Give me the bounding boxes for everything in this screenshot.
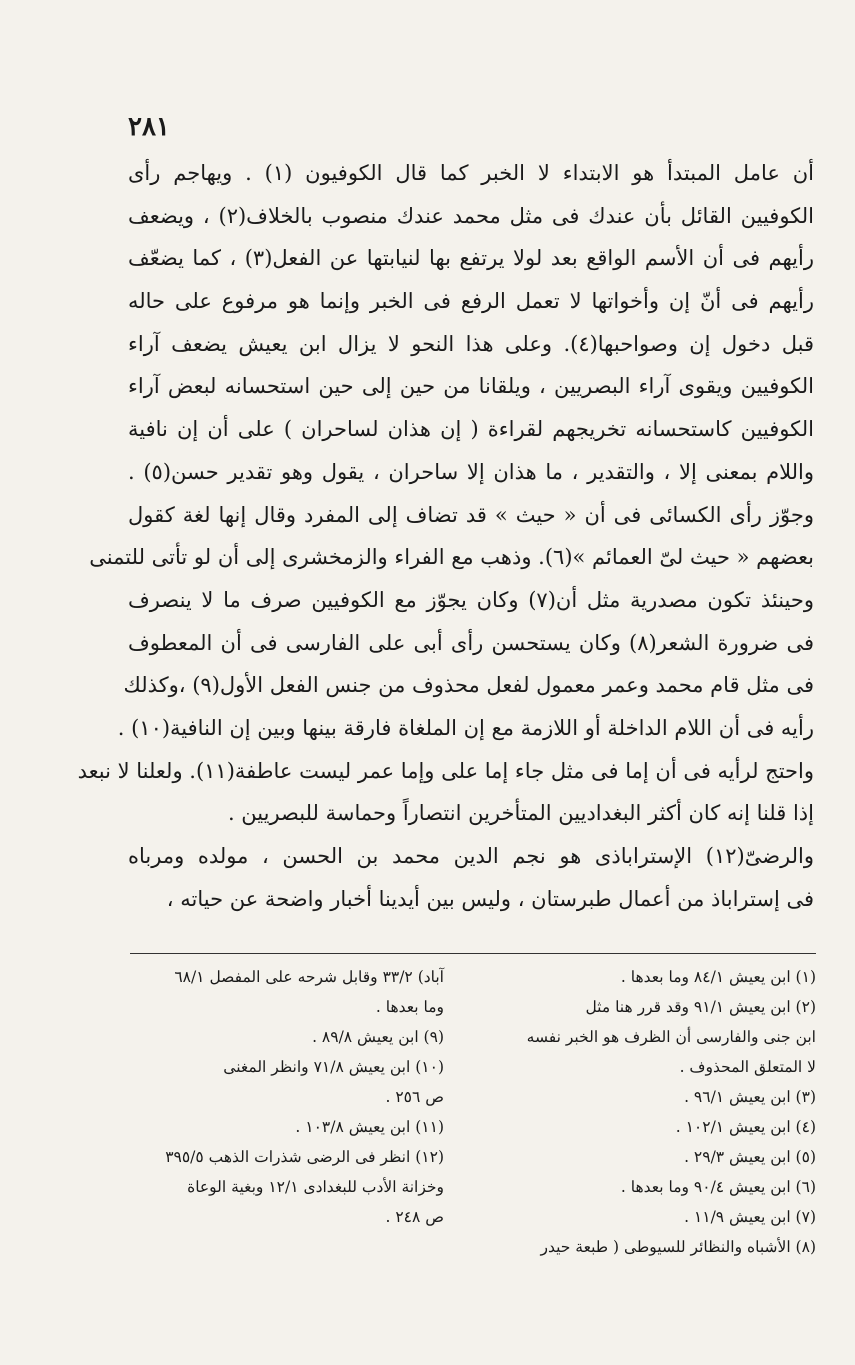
footnote-line: ابن جنى والفارسى أن الظرف هو الخبر نفسه: [526, 1028, 816, 1046]
footnote-line: (٣) ابن يعيش ٩٦/١ .: [684, 1088, 816, 1106]
footnote-divider: [130, 953, 816, 954]
text-line: رأيهم فى أنّ إن وأخواتها لا تعمل الرفع فى الخبر وإنما هو مرفوع على حاله: [128, 289, 814, 314]
text-line: الكوفيين القائل بأن عندك فى مثل محمد عندك منصوب بالخلاف(٢) ، ويضعف: [128, 203, 815, 228]
text-line: رأيهم فى أن الأسم الواقع بعد لولا يرتفع بها لنيابتها عن الفعل(٣) ، كما يضعّف: [128, 246, 814, 271]
footnote-line: (٩) ابن يعيش ٨٩/٨ .: [312, 1028, 444, 1046]
footnote-line: ص ٢٤٨ .: [385, 1208, 444, 1226]
footnote-line: آباد) ٣٣/٢ وقابل شرحه على المفصل ٦٨/١: [174, 968, 444, 986]
footnote-line: (٢) ابن يعيش ٩١/١ وقد قرر هنا مثل: [585, 998, 816, 1016]
footnote-line: (٦) ابن يعيش ٩٠/٤ وما بعدها .: [620, 1178, 816, 1196]
text-line: وحينئذ تكون مصدرية مثل أن(٧) وكان يجوّز مع الكوفيين صرف ما لا ينصرف: [128, 587, 814, 612]
footnote-line: (٥) ابن يعيش ٢٩/٣ .: [684, 1148, 816, 1166]
text-line: واحتج لرأيه فى أن إما فى مثل جاء إما على وإما عمر ليست عاطفة(١١). ولعلنا لا نبعد: [77, 758, 814, 783]
footnote-line: (١) ابن يعيش ٨٤/١ وما بعدها .: [620, 968, 816, 986]
text-line: قبل دخول إن وصواحبها(٤). وعلى هذا النحو لا يزال ابن يعيش يضعف آراء: [128, 331, 814, 356]
footnote-line: (٨) الأشباه والنظائر للسيوطى ( طبعة حيدر: [540, 1238, 816, 1256]
text-line: الكوفيين ويقوى آراء البصريين ، ويلقانا من حين إلى حين استحسانه لبعض آراء: [128, 374, 814, 399]
footnote-line: وما بعدها .: [375, 998, 444, 1016]
text-line: بعضهم « حيث لىّ العمائم »(٦). وذهب مع الفراء والزمخشرى إلى أن لو تأتى للتمنى: [89, 545, 814, 570]
text-line: وجوّز رأى الكسائى فى أن « حيث » قد تضاف إلى المفرد وقال إنها لغة كقول: [128, 502, 814, 527]
footnotes-left-column: [132, 962, 444, 1232]
footnote-line: (١١) ابن يعيش ١٠٣/٨ .: [295, 1118, 444, 1136]
page-number: ٢٨١: [128, 112, 170, 142]
body-text: [77, 152, 815, 920]
text-line: فى مثل قام محمد وعمر معمول لفعل محذوف من جنس الفعل الأول(٩) ،وكذلك: [123, 673, 814, 698]
text-line: فى إستراباذ من أعمال طبرستان ، وليس بين أيدينا أخبار واضحة عن حياته ،: [166, 886, 814, 911]
footnote-line: لا المتعلق المحذوف .: [679, 1058, 816, 1076]
footnotes-right-column: [472, 962, 816, 1262]
text-line: رأيه فى أن اللام الداخلة أو اللازمة مع إن الملغاة فارقة بينها وبين إن النافية(١٠) .: [117, 715, 814, 740]
text-line: فى ضرورة الشعر(٨) وكان يستحسن رأى أبى على الفارسى فى أن المعطوف: [128, 630, 814, 655]
text-line: والرضىّ(١٢) الإستراباذى هو نجم الدين محمد بن الحسن ، مولده ومرباه: [128, 844, 814, 868]
text-line: الكوفيين كاستحسانه تخريجهم لقراءة ( إن هذان لساحران ) على أن إن نافية: [128, 417, 814, 442]
text-line: واللام بمعنى إلا ، والتقدير ، ما هذان إلا ساحران ، يقول وهو تقدير حسن(٥) .: [128, 459, 815, 484]
footnote-line: (٤) ابن يعيش ١٠٢/١ .: [675, 1118, 816, 1136]
footnote-line: وخزانة الأدب للبغدادى ١٢/١ وبغية الوعاة: [187, 1178, 444, 1196]
text-line: أن عامل المبتدأ هو الابتداء لا الخبر كما قال الكوفيون (١) . ويهاجم رأى: [128, 161, 814, 185]
footnote-line: (١٠) ابن يعيش ٧١/٨ وانظر المغنى: [223, 1058, 444, 1076]
footnote-line: ص ٢٥٦ .: [385, 1088, 444, 1106]
footnote-line: (١٢) انظر فى الرضى شذرات الذهب ٣٩٥/٥: [165, 1148, 444, 1166]
text-line: إذا قلنا إنه كان أكثر البغداديين المتأخرين انتصاراً وحماسة للبصريين .: [227, 801, 814, 826]
footnote-line: (٧) ابن يعيش ١١/٩ .: [684, 1208, 816, 1226]
